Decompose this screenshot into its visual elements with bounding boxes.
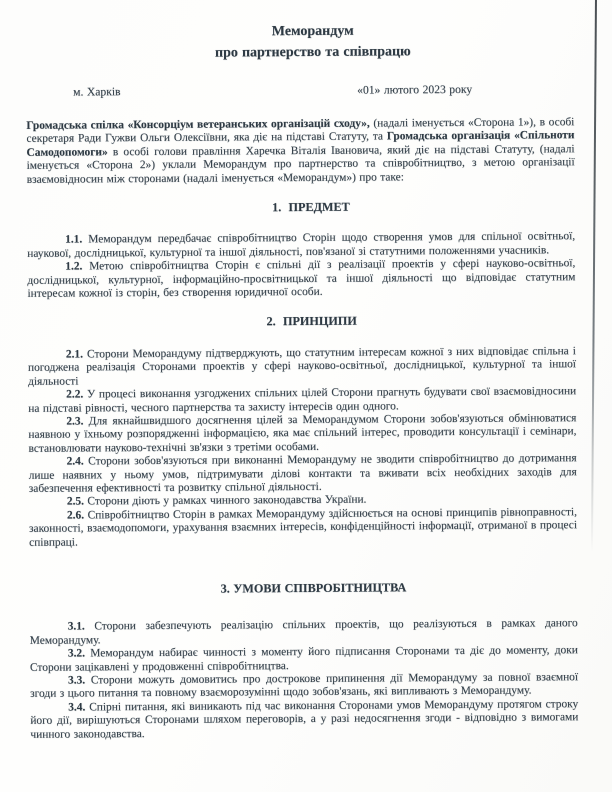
clause-3-4: [30, 698, 578, 742]
preamble-paragraph: [26, 116, 574, 187]
clause-number: 1.1.: [65, 233, 83, 247]
clause-number: 2.5.: [66, 495, 84, 508]
clause-text: Сторони забезпечують реалізацію спільних проектів, що реалізуються в рамках даного Меморандуму.: [29, 617, 578, 647]
clause-number: 2.4.: [66, 455, 84, 468]
clause-2-6: [29, 506, 577, 550]
clause-number: 2.3.: [66, 415, 84, 428]
party1-name: Громадська спілка «Консорціум ветеранських організацій сходу»,: [26, 117, 370, 132]
section-heading-2: 2. ПРИНЦИПИ: [266, 314, 357, 329]
clause-text: Метою співробітництва Сторін є спільні дії з реалізації проектів у сфері науково-освітньої, дослідницької, культурної, інформаційно-просвітницької та іншої діяльності що відповідає статутним інтересам кожної із сторін, без створення юридичної особи.: [27, 257, 576, 300]
clause-2-4: [29, 452, 577, 496]
clause-text: Меморандум набирає чинності з моменту його підписання Сторонами та діє до моменту, доки Сторони зацікавлені у продовженні співробітництва.: [29, 644, 578, 674]
document-content: [26, 0, 579, 742]
clause-text: У процесі виконання узгоджених спільних цілей Сторони прагнуть будувати свої взаємовідносини на підставі рівності, чесного партнерства та захисту інтересів один одного.: [28, 385, 577, 415]
clause-1-2: [27, 257, 575, 301]
document-place: м. Харків: [73, 85, 121, 99]
clause-text: Співробітництво Сторін в рамках Меморандуму здійснюється на основі принципів рівноправності, законності, взаємодопомоги, урахування взаємних інтересів, конфіденційності інформації, отриманої в процесі співпраці.: [28, 505, 578, 549]
clause-3-1: [30, 618, 578, 648]
document-title: [39, 20, 587, 65]
party2-name: Громадська організація «Спільноти Самодопомоги»: [26, 129, 575, 159]
section-heading-1: 1. ПРЕДМЕТ: [272, 199, 350, 215]
clause-3-3: [30, 671, 578, 701]
clause-number: 3.4.: [68, 701, 86, 714]
clause-text: Сторони діють у рамках чинного законодавства України.: [87, 493, 367, 508]
party1-details: (надалі іменується «Сторона 1»), в особі секретаря Ради Гужви Ольги Олексіївни, яка діє на підставі Статуту, та: [26, 116, 575, 146]
clause-text: Сторони зобов'язуються при виконанні Меморандуму не зводити співробітництво до дотримання лише наявних у ньому умов, підтримувати ділові контакти та вживати всіх необхідних заходів для забезпечення ефективності та розвитку спільної діяльності.: [28, 452, 577, 495]
clause-text: Спірні питання, які виникають під час виконання Сторонами умов Меморандуму протягом строку його дії, вирішуються Сторонами шляхом переговорів, а у разі недосягнення згоди - відповідно з вимогами чинного законодавства.: [30, 697, 579, 741]
document-date: «01» лютого 2023 року: [357, 82, 473, 97]
clause-number: 3.2.: [67, 647, 85, 660]
clause-2-2: [28, 385, 576, 415]
clause-number: 2.2.: [66, 388, 84, 401]
clause-2-1: [28, 345, 576, 389]
clause-number: 1.2.: [65, 260, 83, 273]
clause-text: Меморандум передбачає співробітництво Сторін щодо створення умов для спільної освітньої, наукової, дослідницької, культурної та іншої діяльності, пов'язаної зі статутними положеннями учасників.: [27, 230, 576, 260]
section-heading-3: 3. УМОВИ СПІВРОБІТНИЦТВА: [220, 580, 407, 596]
clause-2-3: [28, 412, 576, 456]
clause-text: Сторони Меморандуму підтверджують, що статутним інтересам кожної з них відповідає спільна і погоджена реалізація Сторонами проектів у сфері науково-освітньої, дослідницької, культурної та іншої діяльності: [27, 345, 576, 388]
clause-1-1: [27, 231, 575, 261]
clause-number: 3.1.: [67, 620, 85, 633]
document-title-line2: про партнерство та співпрацю: [214, 43, 411, 61]
place-date-row: [26, 82, 574, 100]
scan-edge-line: [591, 0, 597, 552]
clause-text: Для якнайшвидшого досягнення цілей за Меморандумом Сторони зобов'язуються обмінюватися наявною у їхньому розпорядженні інформацією, яка має спільний інтерес, проводити консультації і семінари, встановлювати науково-технічні зв'язки з третіми особами.: [28, 412, 577, 455]
clause-3-2: [30, 644, 578, 674]
document-title-line1: Меморандум: [271, 23, 354, 40]
clause-number: 2.1.: [65, 348, 84, 361]
clause-text: Сторони можуть домовитись про дострокове припинення дії Меморандуму за повної взаємної згоди з цього питання та повному взаєморозумінні щодо зобов'язань, які випливають з Меморандуму.: [30, 671, 579, 701]
clause-number: 2.6.: [66, 509, 85, 522]
clause-number: 3.3.: [67, 674, 86, 687]
party2-details: в особі голови правління Харечка Віталія Івановича, який діє на підставі Статуту, (надалі іменується «Сторона 2») уклали Меморандум про партнерство та співробітництво, з метою організації взаємовідносин між сторонами (надалі іменується «Меморандум») про таке:: [26, 142, 575, 186]
